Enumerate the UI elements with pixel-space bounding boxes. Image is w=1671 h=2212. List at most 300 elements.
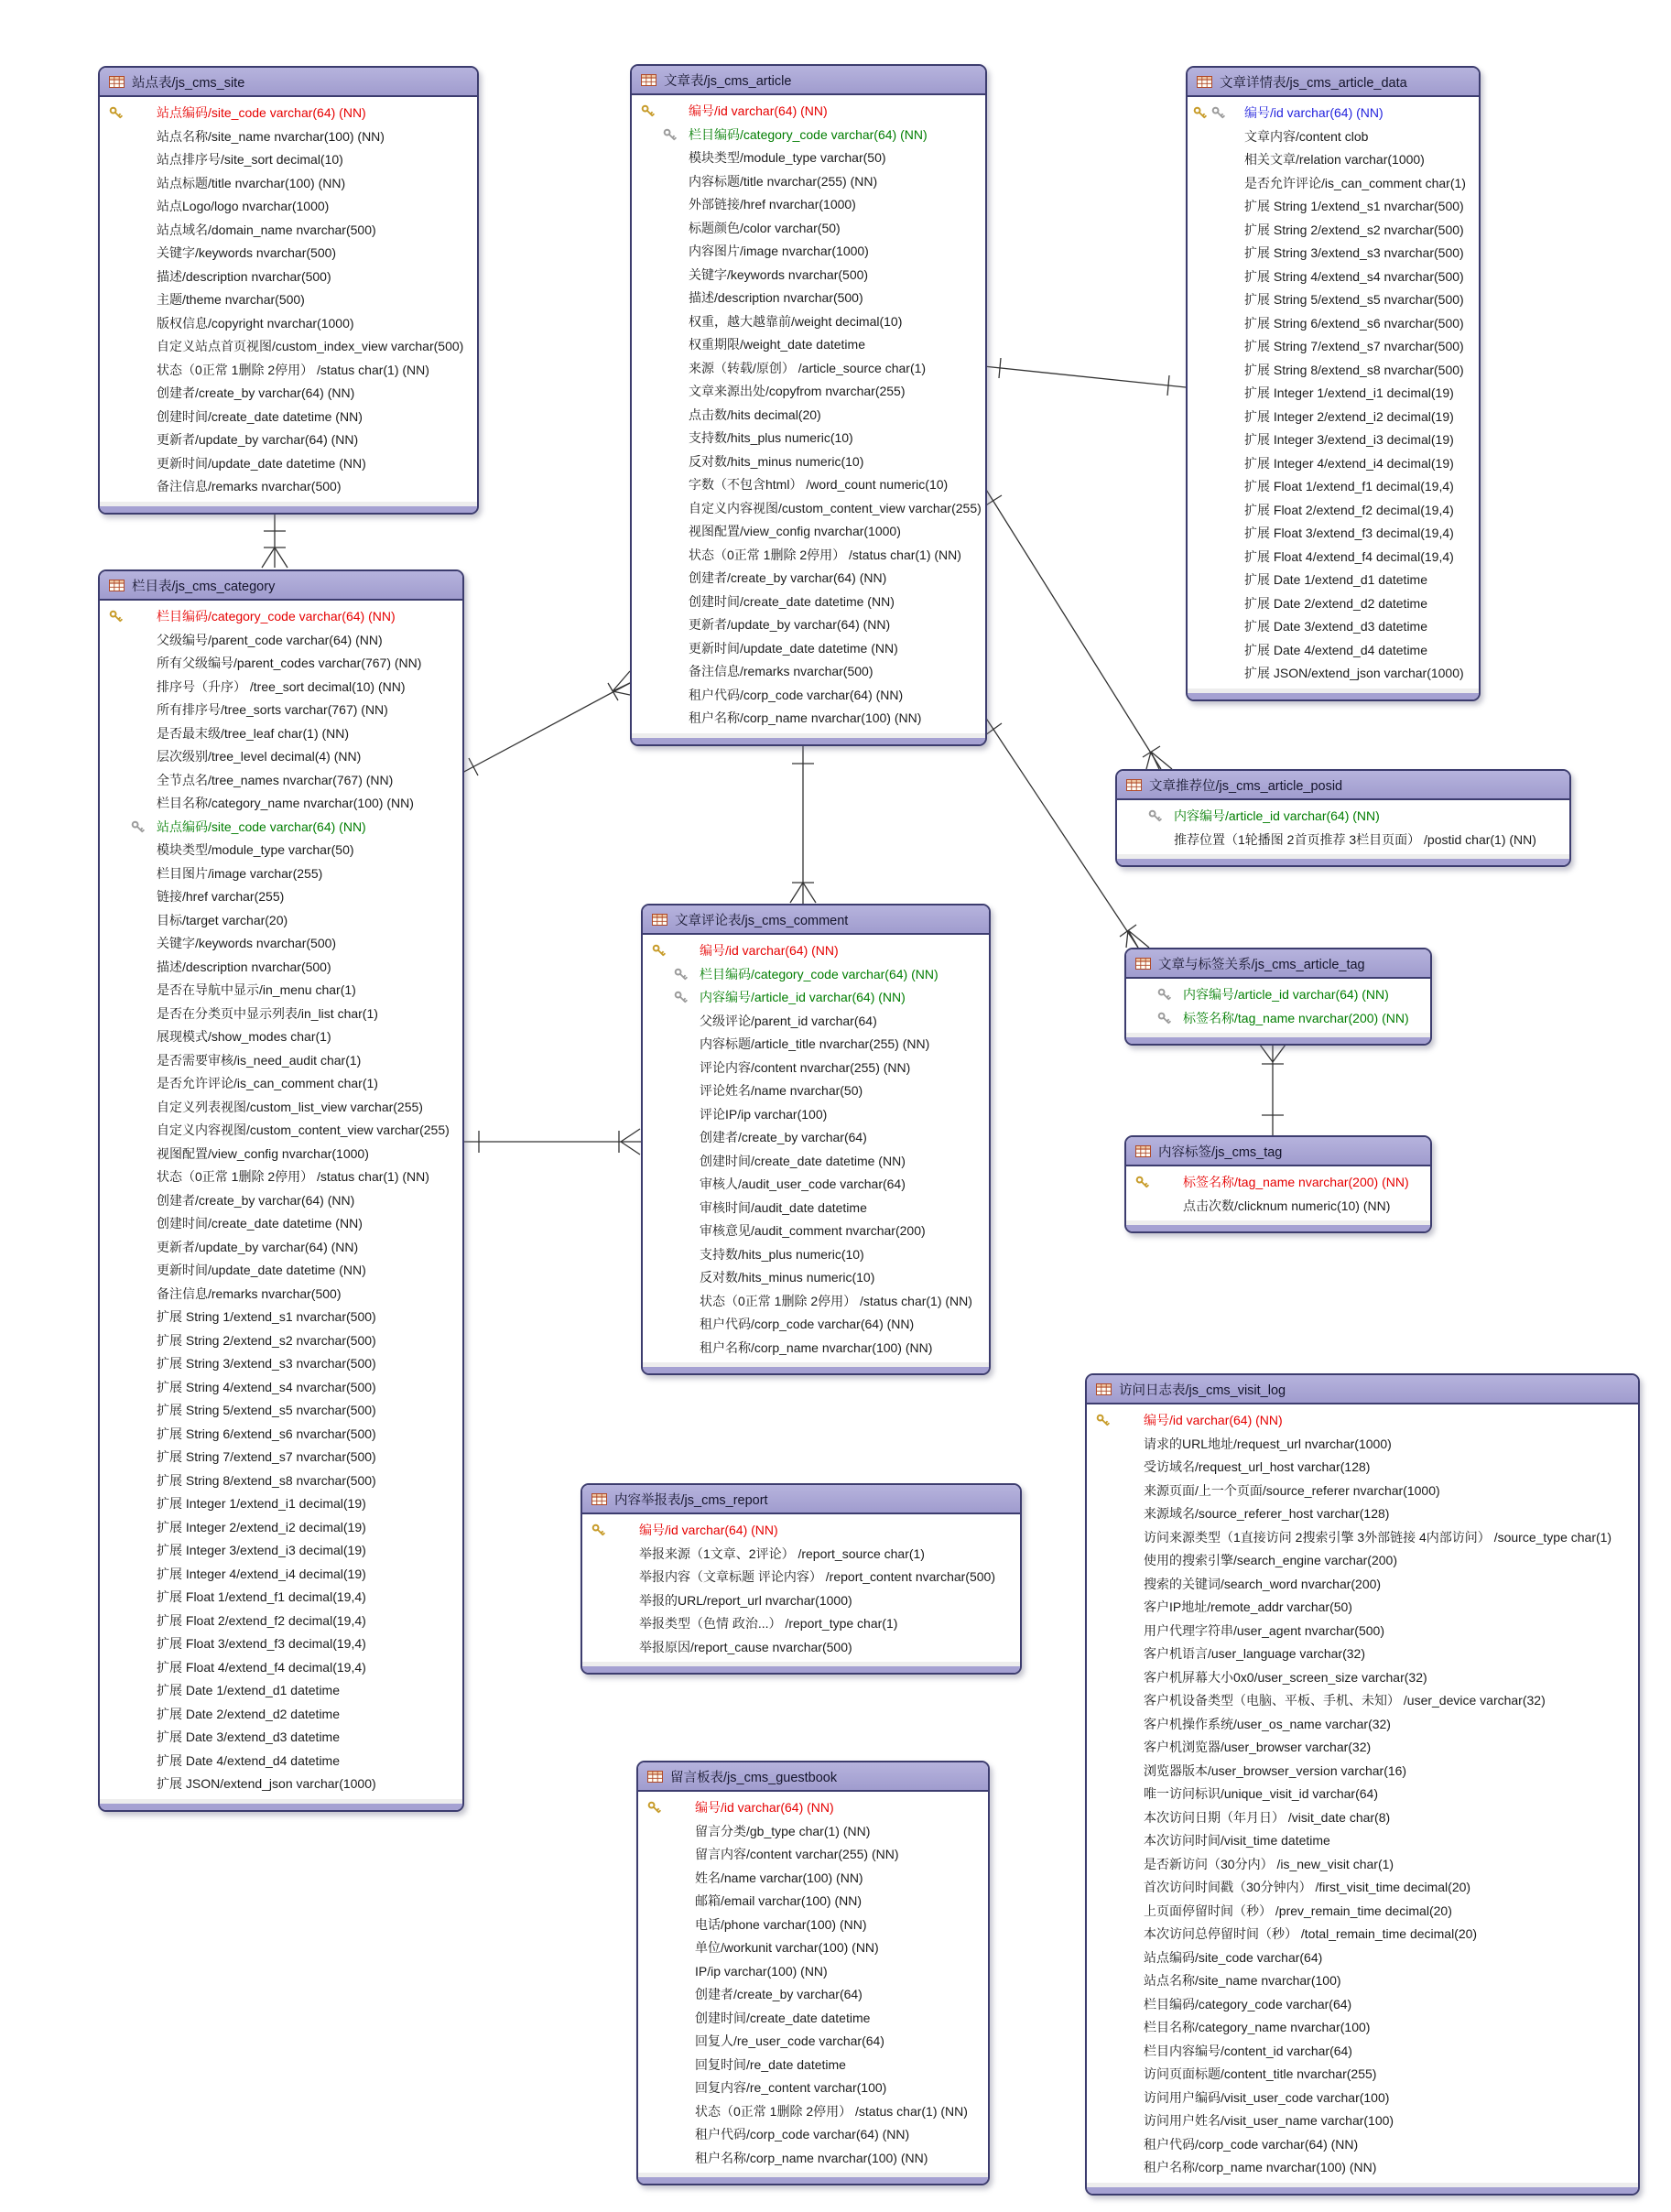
field-row [1087,1806,1638,1830]
field-label: 更新者/update_by varchar(64) (NN) [157,1239,359,1254]
field-row [100,1352,462,1376]
field-row [100,359,477,383]
field-label: 浏览器版本/user_browser_version varchar(16) [1144,1762,1407,1778]
field-row [582,1543,1020,1567]
field-row [100,839,462,862]
field-label: 扩展 String 7/extend_s7 nvarchar(500) [157,1449,376,1464]
table-fields [1117,800,1569,854]
field-label: 举报的URL/report_url nvarchar(1000) [639,1592,852,1608]
field-label: 评论内容/content nvarchar(255) (NN) [700,1059,911,1075]
field-label: 关键字/keywords nvarchar(500) [157,936,337,950]
table-title: 内容标签/js_cms_tag [1158,1144,1283,1160]
table-footer [1188,689,1479,699]
field-row [638,2100,988,2124]
field-row [100,382,477,406]
relation-category-article [461,671,630,775]
field-row [100,1236,462,1260]
field-label: 自定义内容视图/custom_content_view varchar(255) [157,1122,450,1137]
table-js_cms_article_tag[interactable] [1124,948,1432,1046]
table-fields [1126,1166,1430,1220]
field-label: 扩展 Integer 1/extend_i1 decimal(19) [157,1496,366,1511]
field-label: 标题颜色/color varchar(50) [689,220,841,235]
field-row [100,862,462,886]
field-row [1087,1480,1638,1503]
field-label: 审核人/audit_user_code varchar(64) [700,1176,906,1191]
field-row [632,193,985,217]
field-label: 父级编号/parent_code varchar(64) (NN) [157,632,383,647]
field-row [100,1703,462,1727]
table-title: 站点表/js_cms_site [132,75,245,91]
field-row [1188,662,1479,686]
field-label: 扩展 Float 3/extend_f3 decimal(19,4) [157,1636,366,1651]
field-label: 更新时间/update_date datetime (NN) [157,1263,366,1277]
field-row [100,1283,462,1307]
field-label: 使用的搜索引擎/search_engine varchar(200) [1144,1553,1397,1567]
field-label: 扩展 String 3/extend_s3 nvarchar(500) [157,1356,376,1371]
field-label: 扩展 String 2/extend_s2 nvarchar(500) [1244,222,1464,237]
field-label: 状态（0正常 1删除 2停用） /status char(1) (NN) [689,547,961,562]
field-row [1087,1829,1638,1853]
field-row [582,1612,1020,1636]
field-label: 扩展 Date 1/extend_d1 datetime [157,1683,341,1697]
field-row [638,2030,988,2054]
field-label: 租户代码/corp_code varchar(64) (NN) [1144,2136,1359,2152]
field-label: 状态（0正常 1删除 2停用） /status char(1) (NN) [157,1169,429,1184]
field-label: 更新时间/update_date datetime (NN) [157,455,366,471]
field-label: 支持数/hits_plus numeric(10) [700,1246,864,1262]
table-js_cms_tag[interactable] [1124,1135,1432,1233]
field-label: 扩展 Float 1/extend_f1 decimal(19,4) [157,1589,366,1604]
field-label: 回复时间/re_date datetime [695,2056,846,2072]
field-row [100,102,477,125]
table-js_cms_comment[interactable] [641,904,991,1375]
field-row [1188,125,1479,149]
field-label: 访问来源类型（1直接访问 2搜索引擎 3外部链接 4内部访问） /source_type char(1) [1144,1529,1612,1545]
table-footer [100,502,477,513]
field-label: 栏目编码/category_code varchar(64) (NN) [689,126,928,142]
field-row [1188,522,1479,546]
field-row [100,792,462,816]
table-icon [109,580,125,591]
field-label: 来源域名/source_referer_host varchar(128) [1144,1506,1390,1521]
field-row [632,170,985,194]
field-row [638,2147,988,2171]
field-row [1188,499,1479,523]
field-label: 客户机屏幕大小0x0/user_screen_size varchar(32) [1144,1669,1427,1685]
field-label: 上页面停留时间（秒） /prev_remain_time decimal(20) [1144,1903,1452,1918]
field-row [643,986,989,1010]
field-row [638,1936,988,1960]
field-label: 创建时间/create_date datetime (NN) [157,1216,363,1231]
field-row [1188,639,1479,663]
field-row [100,979,462,1003]
field-label: 扩展 Float 2/extend_f2 decimal(19,4) [1244,502,1454,517]
foreign-key-icon [674,991,688,1004]
field-label: 外部链接/href nvarchar(1000) [689,197,856,211]
field-label: 视图配置/view_config nvarchar(1000) [157,1145,369,1161]
field-row [582,1636,1020,1660]
field-row [632,100,985,124]
field-row [1087,2133,1638,2157]
field-label: 扩展 Float 4/extend_f4 decimal(19,4) [1244,548,1454,564]
primary-key-icon [647,1801,661,1815]
table-js_cms_visit_log[interactable] [1085,1373,1640,2196]
field-row [100,629,462,653]
primary-key-icon [1096,1414,1110,1427]
field-label: 栏目名称/category_name nvarchar(100) (NN) [157,796,414,810]
field-row [643,1010,989,1034]
field-row [100,1072,462,1096]
table-icon [591,1493,607,1505]
field-row [632,637,985,661]
field-row [638,1867,988,1891]
field-label: 回复人/re_user_code varchar(64) [695,2033,884,2048]
field-label: 租户名称/corp_name nvarchar(100) (NN) [700,1339,933,1355]
field-row [643,1033,989,1057]
primary-key-icon [109,106,123,120]
field-label: 举报类型（色情 政治...） /report_type char(1) [639,1616,898,1631]
field-row [100,956,462,980]
relation-category-comment [461,1129,641,1155]
table-title: 文章表/js_cms_article [664,73,792,89]
primary-key-icon [1135,1176,1149,1189]
field-label: 扩展 String 5/extend_s5 nvarchar(500) [157,1403,376,1417]
field-label: 搜索的关键词/search_word nvarchar(200) [1144,1576,1382,1591]
table-header [100,68,477,97]
foreign-key-icon [674,968,688,981]
field-row [100,1025,462,1049]
field-row [100,335,477,359]
relation-site-category [262,513,288,568]
field-row [100,1492,462,1516]
table-title: 文章推荐位/js_cms_article_posid [1149,778,1343,794]
table-fields [100,601,462,1799]
field-row [100,1632,462,1656]
field-label: 全节点名/tree_names nvarchar(767) (NN) [157,772,394,787]
field-label: 权重，越大越靠前/weight decimal(10) [689,313,903,329]
table-footer [1126,1033,1430,1044]
field-row [638,1843,988,1867]
field-label: 扩展 Float 2/extend_f2 decimal(19,4) [157,1612,366,1628]
table-fields [1126,979,1430,1033]
field-label: 编号/id varchar(64) (NN) [1144,1413,1283,1427]
field-row [100,1773,462,1796]
field-label: 状态（0正常 1删除 2停用） /status char(1) (NN) [157,362,429,377]
field-label: 创建者/create_by varchar(64) (NN) [689,570,887,585]
field-label: 创建时间/create_date datetime (NN) [689,593,895,609]
field-label: 版权信息/copyright nvarchar(1000) [157,315,354,331]
field-row [1087,1853,1638,1877]
field-row [643,939,989,963]
field-row [638,1983,988,2007]
field-row [1087,2087,1638,2110]
field-label: 租户代码/corp_code varchar(64) (NN) [695,2127,910,2142]
table-js_cms_article[interactable] [630,64,987,746]
field-label: 创建者/create_by varchar(64) (NN) [157,1192,355,1208]
table-fields [643,935,989,1362]
field-row [100,1049,462,1073]
field-row [1087,1923,1638,1946]
field-row [100,652,462,676]
field-row [100,172,477,196]
field-row [100,148,477,172]
field-label: 自定义站点首页视图/custom_index_view varchar(500) [157,339,464,353]
field-label: 展现模式/show_modes char(1) [157,1029,331,1044]
field-row [1087,1946,1638,1970]
field-row [632,660,985,684]
field-label: 备注信息/remarks nvarchar(500) [157,1285,342,1301]
field-label: 内容编号/article_id varchar(64) (NN) [1174,808,1380,823]
field-label: 编号/id varchar(64) (NN) [689,103,828,118]
field-row [632,684,985,708]
field-row [632,613,985,637]
table-fields [100,97,477,502]
field-label: 扩展 Float 1/extend_f1 decimal(19,4) [1244,479,1454,493]
field-label: 创建时间/create_date datetime (NN) [157,408,363,424]
field-label: 来源页面/上一个页面/source_referer nvarchar(1000) [1144,1482,1440,1498]
table-icon [1126,779,1142,791]
field-row [100,1096,462,1120]
field-row [1188,219,1479,243]
field-label: 内容编号/article_id varchar(64) (NN) [700,990,906,1004]
field-label: 评论IP/ip varchar(100) [700,1106,828,1122]
field-row [1126,1195,1430,1219]
field-label: 举报原因/report_cause nvarchar(500) [639,1639,852,1654]
field-label: 审核意见/audit_comment nvarchar(200) [700,1223,926,1238]
foreign-key-icon [663,128,677,142]
field-label: 栏目内容编号/content_id varchar(64) [1144,2043,1352,2058]
field-label: 创建者/create_by varchar(64) [700,1130,867,1144]
field-label: 客户机设备类型（电脑、平板、手机、未知） /user_device varchar(32) [1144,1693,1546,1708]
table-title: 栏目表/js_cms_category [132,579,276,594]
field-row [643,1057,989,1080]
table-header [100,571,462,601]
table-js_cms_article_data[interactable] [1186,66,1481,701]
field-row [1087,2040,1638,2064]
field-label: 是否在导航中显示/in_menu char(1) [157,982,356,997]
field-label: 扩展 String 4/extend_s4 nvarchar(500) [157,1379,376,1394]
field-row [1087,1409,1638,1433]
field-label: 更新时间/update_date datetime (NN) [689,640,898,656]
field-label: 是否允许评论/is_can_comment char(1) [157,1076,378,1090]
field-label: 举报内容（文章标题 评论内容） /report_content nvarchar(500) [639,1569,995,1584]
field-row [100,1610,462,1633]
field-row [100,1563,462,1587]
field-row [1087,1596,1638,1620]
field-label: 电话/phone varchar(100) (NN) [695,1916,867,1932]
field-label: 扩展 Float 4/extend_f4 decimal(19,4) [157,1659,366,1675]
field-label: 是否在分类页中显示列表/in_list char(1) [157,1005,378,1021]
field-row [638,1960,988,1984]
field-label: 站点编码/site_code varchar(64) (NN) [157,105,366,120]
table-js_cms_article_posid[interactable] [1115,769,1571,867]
field-row [1188,172,1479,196]
field-row [1188,288,1479,312]
field-label: 更新者/update_by varchar(64) (NN) [157,432,359,447]
field-label: 扩展 Date 2/extend_d2 datetime [1244,595,1428,611]
field-row [632,357,985,381]
field-row [100,932,462,956]
field-label: 备注信息/remarks nvarchar(500) [157,479,342,493]
foreign-key-icon [1211,106,1225,120]
table-title: 内容举报表/js_cms_report [614,1492,768,1508]
field-row [632,520,985,544]
field-row [100,1212,462,1236]
table-footer [638,2173,988,2184]
field-row [100,909,462,933]
field-row [643,1150,989,1174]
field-row [643,1079,989,1103]
field-row [643,1313,989,1337]
field-row [1188,428,1479,452]
field-row [1188,406,1479,429]
field-row [1087,1969,1638,1993]
field-label: 扩展 String 4/extend_s4 nvarchar(500) [1244,268,1464,284]
field-row [632,333,985,357]
field-row [632,287,985,310]
field-row [582,1566,1020,1589]
field-label: 本次访问时间/visit_time datetime [1144,1833,1330,1848]
field-row [1087,1502,1638,1526]
field-label: 反对数/hits_minus numeric(10) [700,1270,875,1285]
field-row [632,310,985,334]
table-js_cms_report[interactable] [581,1483,1022,1675]
field-row [100,195,477,219]
field-label: 租户名称/corp_name nvarchar(100) (NN) [689,710,922,725]
table-fields [638,1792,988,2173]
field-label: 链接/href varchar(255) [157,889,285,904]
table-footer [1126,1220,1430,1231]
field-row [638,2007,988,2031]
field-row [100,1329,462,1353]
field-label: 来源（转载/原创） /article_source char(1) [689,360,927,375]
table-js_cms_guestbook[interactable] [636,1761,990,2185]
field-label: 首次访问时间戳（30分钟内） /first_visit_time decimal(20) [1144,1880,1471,1894]
field-label: IP/ip varchar(100) (NN) [695,1963,828,1979]
field-row [1087,1573,1638,1597]
field-label: 扩展 Integer 4/extend_i4 decimal(19) [1244,455,1454,471]
field-row [638,1914,988,1937]
field-row [100,1166,462,1189]
field-row [100,1306,462,1329]
field-label: 扩展 JSON/extend_json varchar(1000) [157,1776,376,1791]
field-row [643,1126,989,1150]
field-row [1188,242,1479,266]
table-js_cms_category[interactable] [98,569,464,1812]
field-row [100,722,462,746]
table-footer [100,1799,462,1810]
field-label: 文章内容/content clob [1244,128,1369,144]
field-label: 回复内容/re_content varchar(100) [695,2080,887,2095]
field-label: 租户代码/corp_code varchar(64) (NN) [700,1317,915,1331]
table-icon [109,76,125,88]
field-label: 扩展 Date 1/extend_d1 datetime [1244,572,1428,587]
field-label: 文章来源出处/copyfrom nvarchar(255) [689,384,906,398]
field-row [1126,1171,1430,1195]
field-label: 扩展 String 3/extend_s3 nvarchar(500) [1244,245,1464,260]
field-label: 站点编码/site_code varchar(64) [1144,1949,1323,1965]
table-title: 文章评论表/js_cms_comment [675,913,849,928]
field-label: 内容标题/title nvarchar(255) (NN) [689,173,878,189]
field-row [100,266,477,289]
field-label: 点击数/hits decimal(20) [689,407,821,422]
field-row [100,816,462,840]
field-row [1188,475,1479,499]
field-label: 客户机语言/user_language varchar(32) [1144,1646,1365,1661]
field-label: 创建时间/create_date datetime [695,2010,871,2025]
field-row [632,544,985,568]
field-label: 编号/id varchar(64) (NN) [1244,105,1383,120]
field-label: 扩展 Date 2/extend_d2 datetime [157,1706,341,1721]
table-header [1188,68,1479,97]
field-row [1188,592,1479,616]
field-row [1188,546,1479,569]
table-icon [1197,76,1212,88]
field-label: 扩展 String 1/extend_s1 nvarchar(500) [157,1309,376,1324]
field-row [100,452,477,476]
table-header [1117,771,1569,800]
field-label: 关键字/keywords nvarchar(500) [157,245,337,260]
field-row [632,217,985,241]
field-row [1087,1689,1638,1713]
field-label: 栏目编码/category_code varchar(64) (NN) [157,609,396,623]
field-row [1188,335,1479,359]
field-label: 权重期限/weight_date datetime [689,337,865,352]
field-row [100,1586,462,1610]
field-label: 扩展 JSON/extend_json varchar(1000) [1244,666,1464,680]
field-label: 自定义内容视图/custom_content_view varchar(255) [689,500,982,515]
field-row [638,2076,988,2100]
field-label: 扩展 String 1/extend_s1 nvarchar(500) [1244,199,1464,213]
table-fields [632,95,985,733]
field-label: 标签名称/tag_name nvarchar(200) (NN) [1183,1010,1409,1025]
field-row [100,1259,462,1283]
table-icon [1096,1383,1112,1395]
field-row [100,1143,462,1166]
field-label: 本次访问日期（年月日） /visit_date char(8) [1144,1809,1391,1825]
field-row [632,567,985,591]
field-row [1188,148,1479,172]
field-row [1087,1643,1638,1666]
field-label: 排序号（升序） /tree_sort decimal(10) (NN) [157,678,406,694]
table-header [1126,1137,1430,1166]
table-js_cms_site[interactable] [98,66,479,515]
field-label: 是否允许评论/is_can_comment char(1) [1244,175,1466,190]
field-row [1087,1876,1638,1900]
field-label: 扩展 String 8/extend_s8 nvarchar(500) [157,1472,376,1488]
field-label: 是否最末级/tree_leaf char(1) (NN) [157,725,350,741]
field-row [632,427,985,450]
field-row [632,450,985,474]
field-label: 字数（不包含html） /word_count numeric(10) [689,477,949,492]
field-row [632,591,985,614]
field-label: 描述/description nvarchar(500) [689,290,863,305]
field-label: 所有父级编号/parent_codes varchar(767) (NN) [157,656,422,670]
field-label: 站点名称/site_name nvarchar(100) [1144,1973,1341,1988]
field-row [1117,829,1569,852]
field-label: 状态（0正常 1删除 2停用） /status char(1) (NN) [695,2103,968,2119]
field-row [100,1446,462,1469]
field-row [582,1589,1020,1613]
field-row [1117,805,1569,829]
table-footer [643,1362,989,1373]
field-row [100,242,477,266]
field-row [100,1119,462,1143]
field-row [1087,2063,1638,2087]
field-row [1188,452,1479,476]
field-row [643,1266,989,1290]
foreign-key-icon [1157,1012,1171,1025]
